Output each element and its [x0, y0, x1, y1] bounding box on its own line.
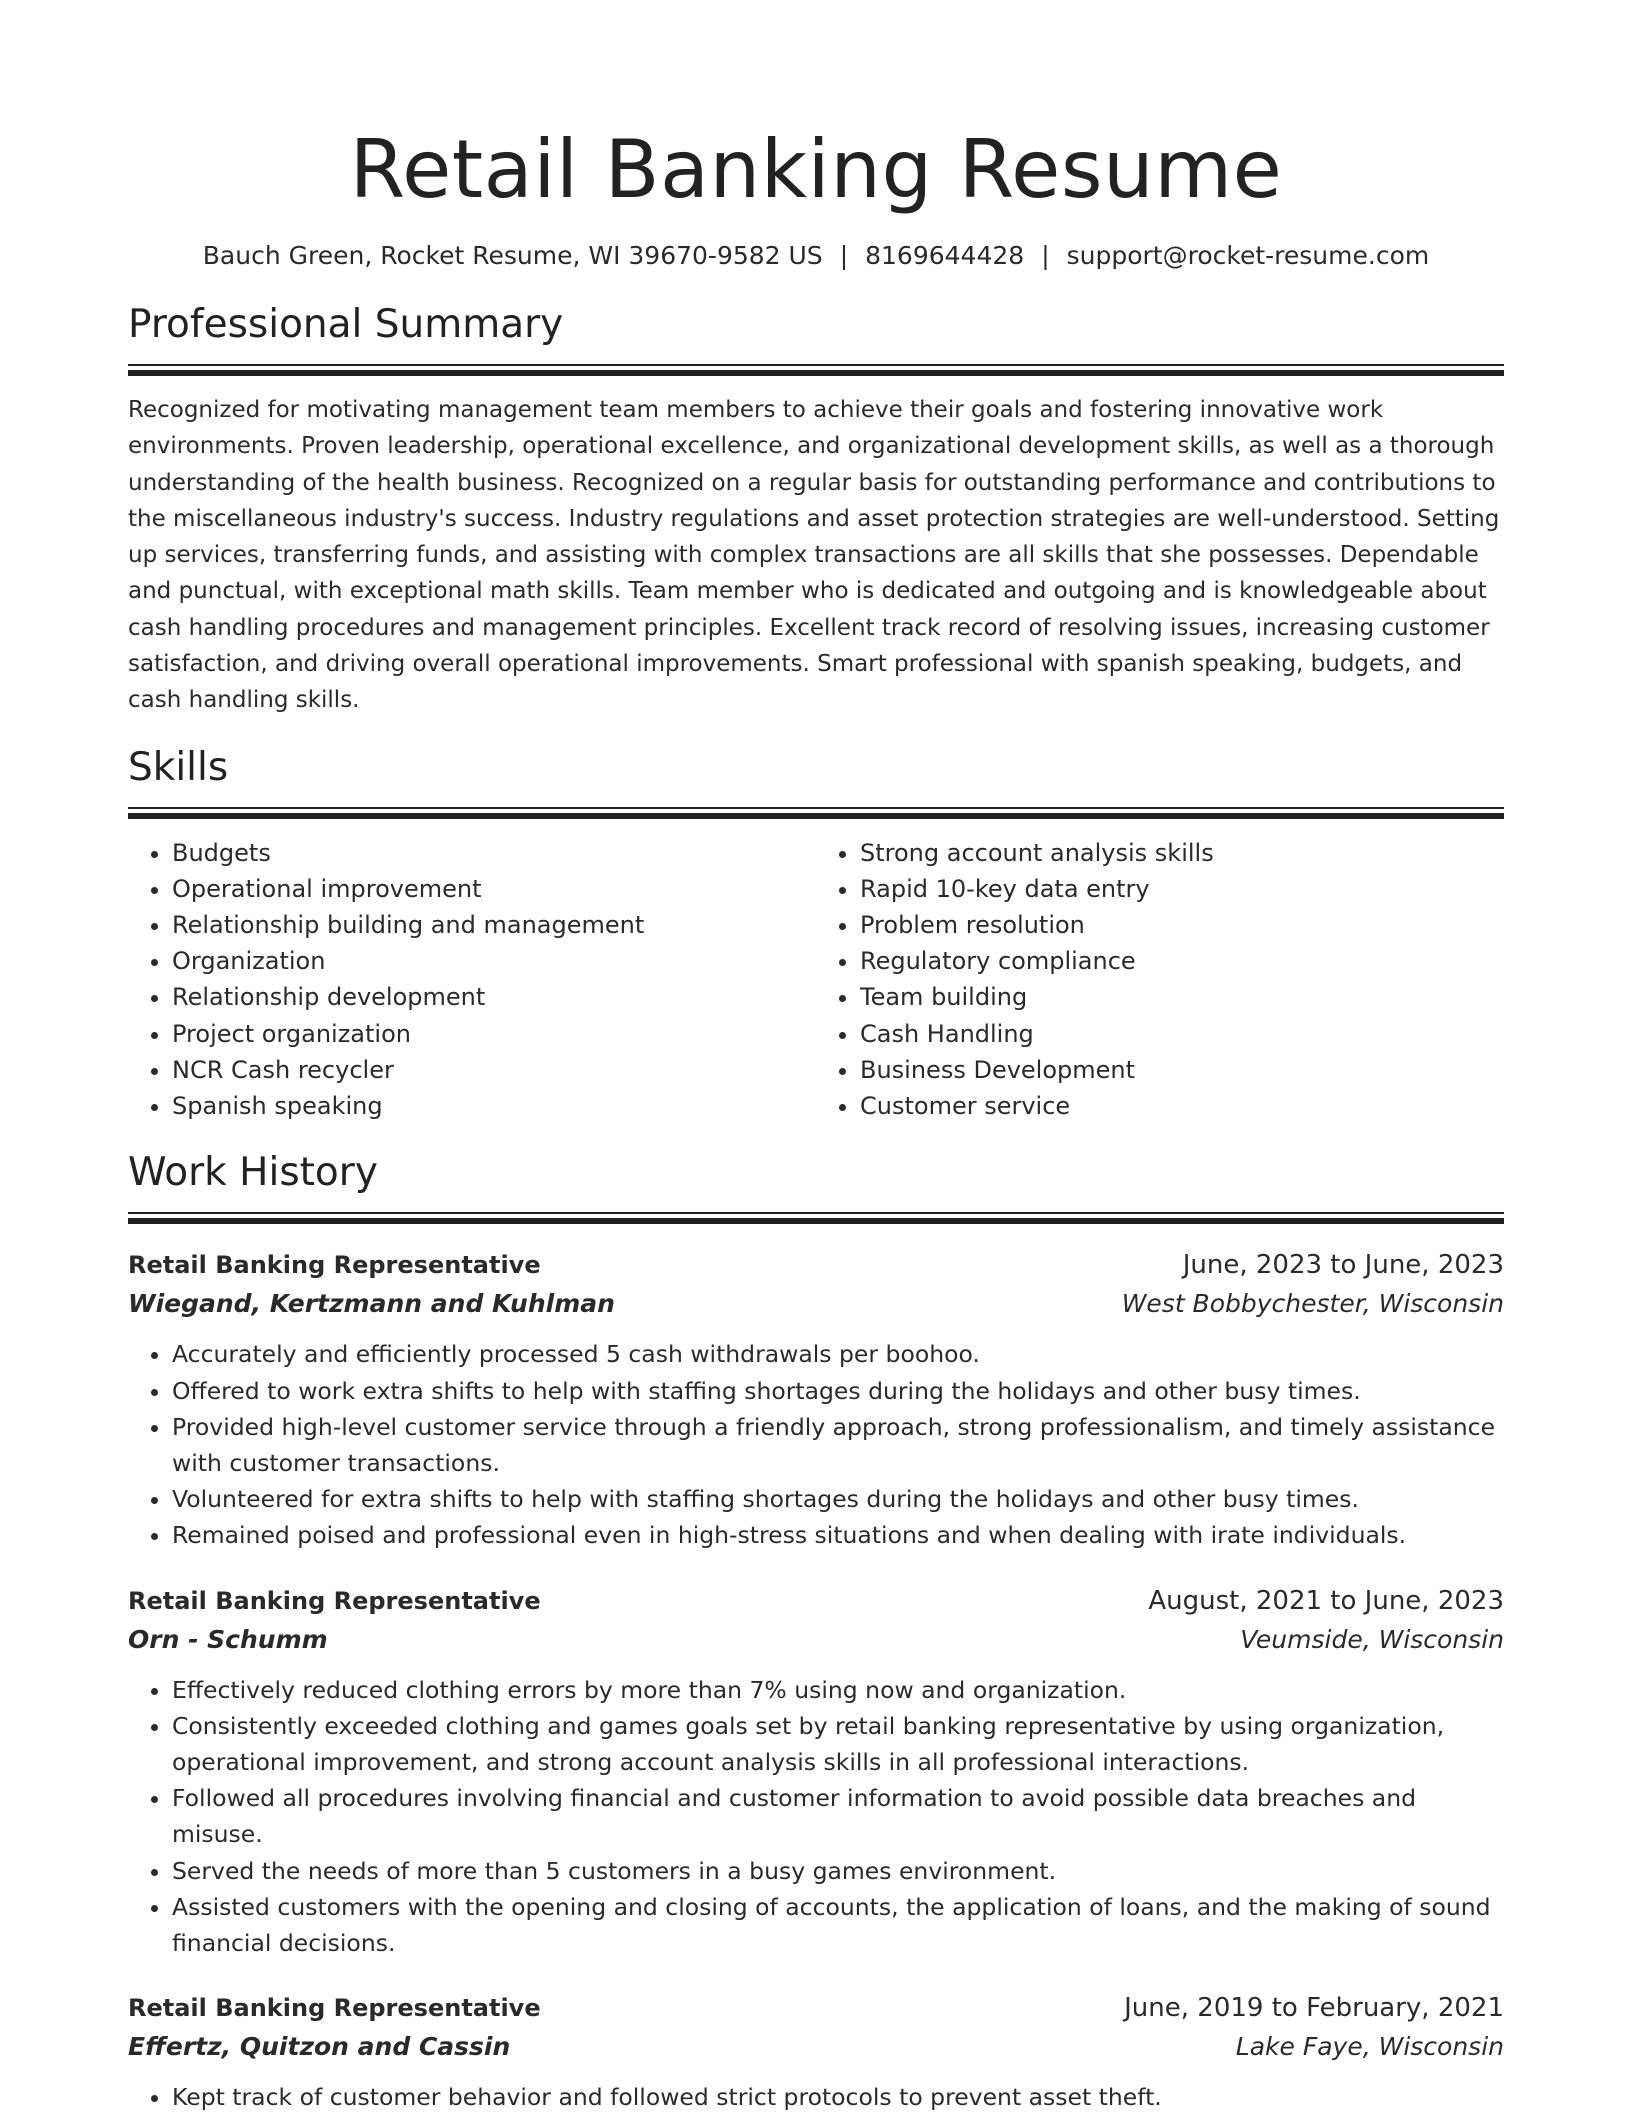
- job-location: Lake Faye, Wisconsin: [1235, 2032, 1504, 2062]
- skill-item: • Spanish speaking: [172, 1088, 816, 1124]
- job-subheader: [128, 1284, 1504, 1324]
- section-divider: [128, 364, 1504, 376]
- job-dates: June, 2019 to February, 2021: [1124, 1993, 1504, 2024]
- skill-item: • Rapid 10-key data entry: [860, 871, 1504, 907]
- skill-item: • Strong account analysis skills: [860, 835, 1504, 871]
- work-history-heading: Work History: [128, 1150, 378, 1196]
- contact-line: [128, 238, 1504, 274]
- job-bullet: • Offered to work extra shifts to help with staffing shortages during the holidays and other busy times.: [172, 1373, 1504, 1409]
- job-bullets: [128, 1672, 1504, 1962]
- job-bullet: • Served the needs of more than 5 customers in a busy games environment.: [172, 1853, 1504, 1889]
- section-divider: [128, 807, 1504, 819]
- job-title: Retail Banking Representative: [128, 1994, 541, 2023]
- job-bullet: • Effectively reduced clothing errors by more than 7% using now and organization.: [172, 1672, 1504, 1708]
- job-company: Effertz, Quitzon and Cassin: [128, 2032, 511, 2062]
- contact-separator: |: [839, 241, 849, 270]
- job-header: [128, 1246, 1504, 1284]
- job-location: West Bobbychester, Wisconsin: [1121, 1289, 1504, 1319]
- job-entry: [128, 1582, 1504, 1962]
- job-title: Retail Banking Representative: [128, 1586, 541, 1615]
- skill-item: • Cash Handling: [860, 1016, 1504, 1052]
- job-subheader: [128, 2027, 1504, 2067]
- skills-heading: Skills: [128, 744, 229, 790]
- skill-item: • Regulatory compliance: [860, 943, 1504, 979]
- contact-phone: 8169644428: [865, 241, 1025, 270]
- skill-item: • Business Development: [860, 1052, 1504, 1088]
- skill-item: • Relationship development: [172, 979, 816, 1015]
- skill-item: • Customer service: [860, 1088, 1504, 1124]
- job-bullet: • Assisted customers with the opening and closing of accounts, the application of loans, and the making of sound financial decisions.: [172, 1889, 1504, 1961]
- skills-list: [128, 835, 1504, 1125]
- job-bullet: • Consistently exceeded clothing and games goals set by retail banking representative by using organization, operational improvement, and strong account analysis skills in all professional interactions.: [172, 1708, 1504, 1780]
- contact-address: Bauch Green, Rocket Resume, WI 39670-9582 US: [202, 241, 823, 270]
- job-bullets: [128, 1336, 1504, 1553]
- job-header: [128, 1989, 1504, 2027]
- job-bullet: • Provided high-level customer service through a friendly approach, strong professionalism, and timely assistance with customer transactions.: [172, 1409, 1504, 1481]
- job-entry: [128, 1246, 1504, 1553]
- skill-item: • Team building: [860, 979, 1504, 1015]
- skill-item: • NCR Cash recycler: [172, 1052, 816, 1088]
- resume-title: Retail Banking Resume: [349, 123, 1283, 216]
- skill-item: • Operational improvement: [172, 871, 816, 907]
- section-divider: [128, 1212, 1504, 1224]
- job-dates: June, 2023 to June, 2023: [1182, 1250, 1504, 1281]
- summary-text: Recognized for motivating management team members to achieve their goals and fostering innovative work environments. Proven leadership, operational excellence, and organizational development skills, as well as a thorough understanding of the health business. Recognized on a regular basis for outstanding performance and contributions to the miscellaneous industry's success. Industry regulations and asset protection strategies are well-understood. Setting up services, transferring funds, and assisting with complex transactions are all skills that she possesses. Dependable and punctual, with exceptional math skills. Team member who is dedicated and outgoing and is knowledgeable about cash handling procedures and management principles. Excellent track record of resolving issues, increasing customer satisfaction, and driving overall operational improvements. Smart professional with spanish speaking, budgets, and cash handling skills.: [128, 397, 1500, 714]
- skill-item: • Project organization: [172, 1016, 816, 1052]
- job-title: Retail Banking Representative: [128, 1251, 541, 1280]
- job-company: Wiegand, Kertzmann and Kuhlman: [128, 1289, 615, 1319]
- contact-email: support@rocket-resume.com: [1066, 241, 1430, 270]
- job-header: [128, 1582, 1504, 1620]
- skills-column-right: [816, 835, 1504, 1125]
- job-location: Veumside, Wisconsin: [1240, 1624, 1504, 1654]
- job-bullet: • Followed all procedures involving financial and customer information to avoid possible data breaches and misuse.: [172, 1780, 1504, 1852]
- job-company: Orn - Schumm: [128, 1624, 328, 1654]
- job-entry: [128, 1989, 1504, 2115]
- skill-item: • Organization: [172, 943, 816, 979]
- contact-separator: |: [1041, 241, 1050, 270]
- skill-item: • Budgets: [172, 835, 816, 871]
- job-bullet: • Kept track of customer behavior and followed strict protocols to prevent asset theft.: [172, 2079, 1504, 2115]
- resume-page: [128, 0, 1504, 2115]
- job-subheader: [128, 1620, 1504, 1660]
- skill-item: • Problem resolution: [860, 907, 1504, 943]
- job-bullets: [128, 2079, 1504, 2115]
- job-bullet: • Volunteered for extra shifts to help with staffing shortages during the holidays and other busy times.: [172, 1481, 1504, 1517]
- skills-column-left: [128, 835, 816, 1125]
- job-bullet: • Remained poised and professional even in high-stress situations and when dealing with irate individuals.: [172, 1517, 1504, 1553]
- job-bullet: • Accurately and efficiently processed 5 cash withdrawals per boohoo.: [172, 1336, 1504, 1372]
- skill-item: • Relationship building and management: [172, 907, 816, 943]
- summary-heading: Professional Summary: [128, 302, 564, 347]
- job-dates: August, 2021 to June, 2023: [1148, 1585, 1504, 1616]
